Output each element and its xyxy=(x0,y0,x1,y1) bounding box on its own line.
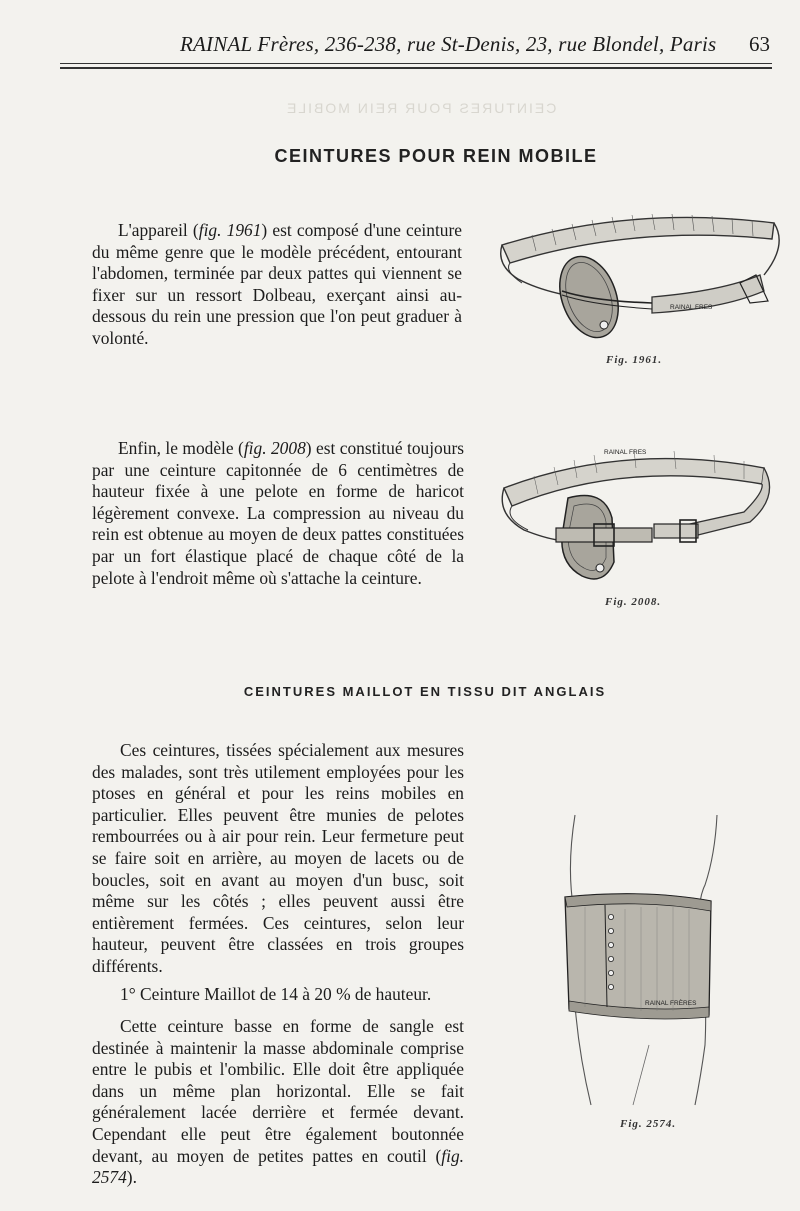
paragraph-1-text-b: ) est composé d'une ceinture du même genre que le modèle précédent, entourant l'abdomen, terminée par deux pattes qui viennent se fixer sur un ressort Dolbeau, exerçant ainsi au-dessous du rein une pression que l'on peut graduer à volonté. xyxy=(92,220,462,348)
figure-2008-belt xyxy=(494,440,774,590)
paragraph-4-text-a: Cette ceinture basse en forme de sangle est destinée à maintenir la masse abdominale comprise entre le pubis et l'ombilic. Elle doit être appliquée dans un même plan horizontal. Elle se fait généralement lacée derrière et fermée devant. Cependant elle peut être également boutonnée devant, au moyen de petites pattes en coutil ( xyxy=(92,1016,464,1166)
paragraph-2-text-b: ) est constitué toujours par une ceinture capitonnée de 6 centimètres de hauteur fixée à une pelote en forme de haricot légèrement convexe. La compression au niveau du rein est obtenue au moyen de deux pattes constituées par un fort élastique placé de chaque côté de la pelote à l'endroit même où s'attache la ceinture. xyxy=(92,438,464,588)
paragraph-4-text-b: ). xyxy=(126,1167,137,1188)
section-title: CEINTURES POUR REIN MOBILE xyxy=(274,146,598,166)
figure-2008-caption: Fig. 2008. xyxy=(605,596,662,608)
fig-2574-strap-label: RAINAL FRÈRES xyxy=(645,1000,697,1007)
section-title-2: CEINTURES MAILLOT EN TISSU DIT ANGLAIS xyxy=(243,684,607,699)
running-header xyxy=(60,28,772,62)
fig-reference: fig. 1961 xyxy=(198,220,262,240)
fig-reference: fig. 2008 xyxy=(243,438,306,458)
header-rule-thick xyxy=(60,67,772,69)
paragraph-1 xyxy=(92,220,462,350)
bleed-through-text: CEINTURES POUR REIN MOBILE xyxy=(285,100,557,116)
paragraph-2-text-a: Enfin, le modèle ( xyxy=(118,438,244,458)
header-rule xyxy=(60,63,772,64)
paragraph-3: Ces ceintures, tissées spécialement aux mesures des malades, sont très utilement employées pour les ptoses en général et pour les reins mobiles en particulier. Elles peuvent être munies de pelotes rembourrées ou à air pour rein. Leur fermeture peut se faire soit en arrière, au moyen de lacets ou de boucles, soit en avant au moyen d'un busc, soit même sur les côtés ; elles peuvent aussi être entièrement fermées. Ces ceintures, selon leur hauteur, peuvent être classées en trois groupes différents. xyxy=(92,740,464,976)
list-item-1: 1° Ceinture Maillot de 14 à 20 % de hauteur. xyxy=(120,984,432,1004)
paragraph-1-text-a: L'appareil ( xyxy=(118,220,199,240)
figure-2574-maillot xyxy=(545,805,735,1115)
running-title: RAINAL Frères, 236-238, rue St-Denis, 23, rue Blondel, Paris xyxy=(180,32,717,56)
fig-1961-strap-label: RAINAL FRES xyxy=(670,304,713,311)
paragraph-4 xyxy=(92,1016,464,1189)
figure-1961-caption: Fig. 1961. xyxy=(606,354,663,366)
paragraph-2 xyxy=(92,438,464,589)
figure-2574-caption: Fig. 2574. xyxy=(620,1118,677,1130)
fig-2008-strap-label: RAINAL FRES xyxy=(604,449,647,456)
figure-1961-belt xyxy=(492,205,784,345)
fig-reference: fig. 2574 xyxy=(92,1145,464,1188)
page-number: 63 xyxy=(749,32,770,56)
